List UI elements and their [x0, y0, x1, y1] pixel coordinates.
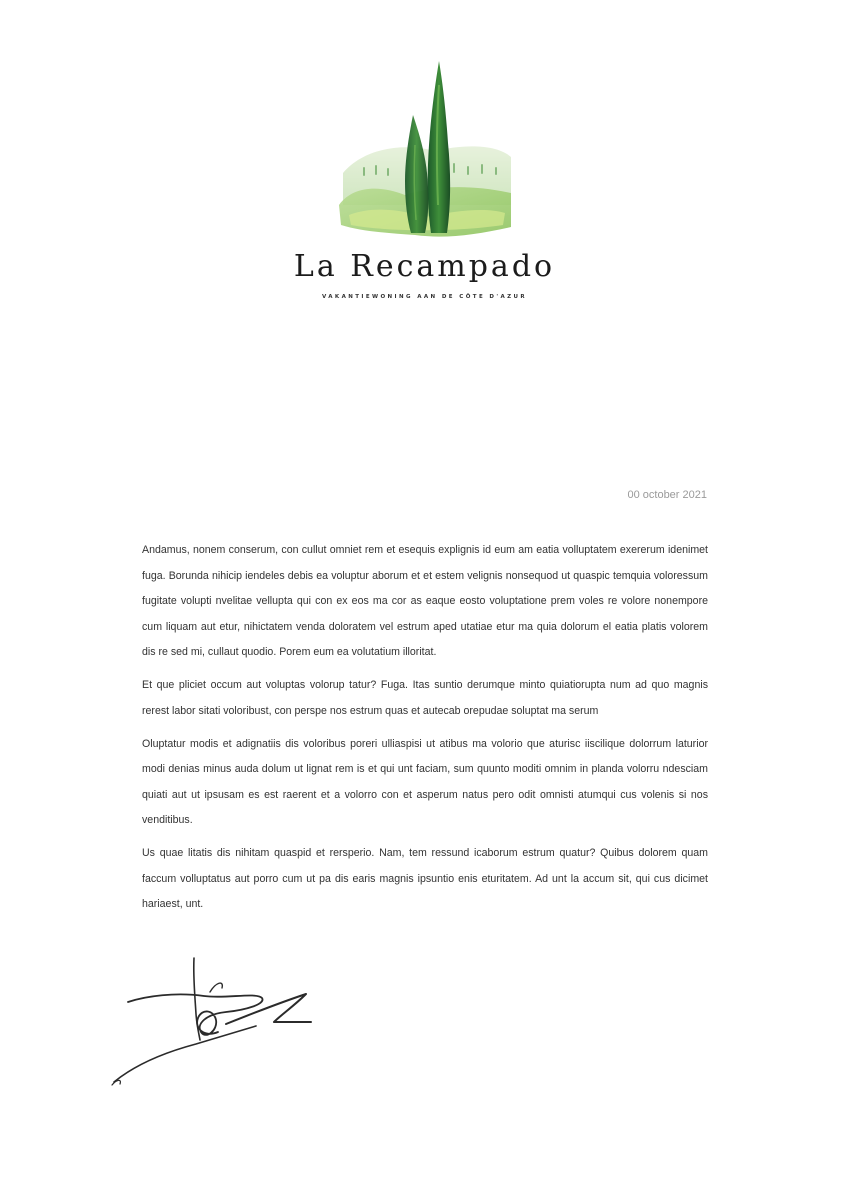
body-paragraph: Us quae litatis dis nihitam quaspid et rersperio. Nam, tem ressund icaborum estrum quatur? Quibus dolorem quam faccum volluptatus aut porro cum ut pa dis earis magnis ipsuntio enis eturitatem. Ad unt la accum sit, qui cus dicimet hariaest, unt. — [142, 847, 708, 910]
body-paragraph: Andamus, nonem conserum, con cullut omniet rem et esequis explignis id eum am eatia volluptatem exererum idenimet fuga. Borunda nihicip iendeles debis ea voluptur aborum et et estem velignis nonsequod ut quaspic temquia voloressum fugitate volupti nvelitae vellupta qui con ex eos ma cor as eaque eosto voluptatione prem voles re volore nonempore cum liquam aut etur, nihictatem venda doloratem vel estrum aped utatiae etur ma quia dolorum el eatia platis volorem dis re sed mi, cullaut quodio. Porem eum ea volutatium illoritat. — [142, 544, 708, 658]
body-paragraph: Et que pliciet occum aut voluptas volorup tatur? Fuga. Itas suntio derumque minto quiatiorupta num ad quo magnis rerest labor sitati voloribust, con perspe nos estrum quas et autecab orepudae soluptat ma serum — [142, 679, 708, 717]
letterhead — [0, 0, 849, 320]
brand-name: La Recampado — [293, 249, 556, 284]
letter-date: 00 october 2021 — [627, 489, 707, 501]
handwritten-signature-icon — [106, 952, 326, 1092]
letter-body — [142, 538, 708, 925]
body-paragraph: Oluptatur modis et adignatiis dis voloribus poreri ulliaspisi ut atibus ma volorio que aturisc iiscilique dolorrum laturior modi denias minus auda dolum ut lignat rem is et qui unt faciam, sum quunto moditi omnim in planda volorru ndesciam quiati aut ut ipsusam es est raerent et a volorro con et asperum natus pero odit omnisti atumqui cus volenis si nos venditibus. — [142, 737, 708, 826]
brand-tagline: VAKANTIEWONING AAN DE CÔTE D'AZUR — [321, 294, 528, 300]
cypress-landscape-watercolor-icon — [335, 55, 515, 245]
